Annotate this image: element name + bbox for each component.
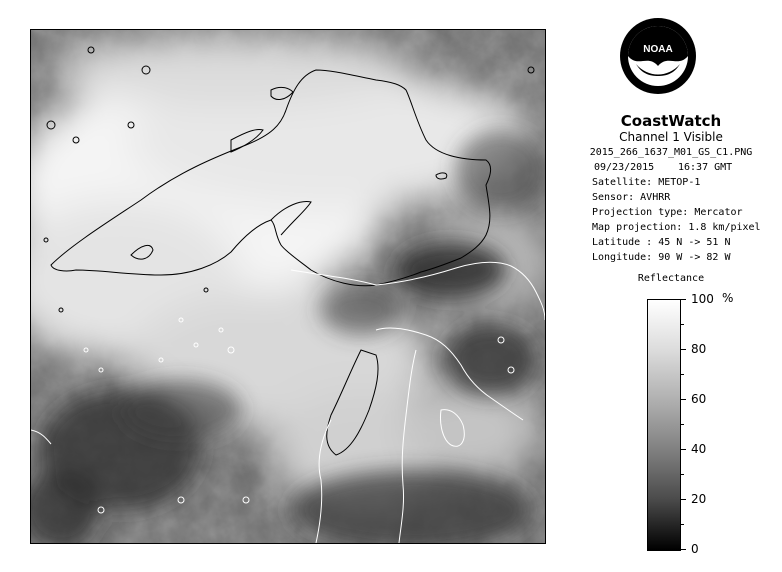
- colorbar-minor-tick: [680, 424, 684, 425]
- colorbar-tick-label: 0: [691, 542, 699, 556]
- colorbar-tick-label: 40: [691, 442, 707, 456]
- satellite-image: [31, 30, 545, 543]
- colorbar-tick-label: 20: [691, 492, 707, 506]
- longitude-range: Longitude: 90 W -> 82 W: [592, 252, 731, 263]
- projection-type: Projection type: Mercator: [592, 207, 743, 218]
- colorbar-tick-label: 100: [691, 292, 714, 306]
- colorbar-minor-tick: [680, 324, 684, 325]
- channel-name: Channel 1 Visible: [619, 130, 723, 144]
- colorbar-minor-tick: [680, 524, 684, 525]
- noaa-logo: [618, 16, 698, 108]
- colorbar-tick-label: 60: [691, 392, 707, 406]
- product-title: CoastWatch: [620, 112, 722, 130]
- map-projection: Map projection: 1.8 km/pixel: [592, 222, 761, 233]
- colorbar-minor-tick: [680, 374, 684, 375]
- colorbar-tick-label: 80: [691, 342, 707, 356]
- latitude-range: Latitude : 45 N -> 51 N: [592, 237, 731, 248]
- colorbar-tick: [680, 499, 686, 500]
- reflectance-colorbar: [647, 299, 681, 551]
- logo-text: NOAA: [643, 44, 673, 55]
- image-date: 09/23/2015: [594, 162, 655, 173]
- colorbar-tick: [680, 549, 686, 550]
- colorbar-minor-tick: [680, 474, 684, 475]
- colorbar-unit: %: [722, 291, 734, 305]
- image-filename: 2015_266_1637_M01_GS_C1.PNG: [589, 147, 753, 158]
- colorbar-label: Reflectance: [637, 273, 705, 284]
- satellite-image-panel: [30, 29, 546, 544]
- satellite-info: Satellite: METOP-1: [592, 177, 701, 188]
- image-time: 16:37 GMT: [678, 162, 733, 173]
- colorbar-tick: [680, 299, 686, 300]
- colorbar-tick: [680, 449, 686, 450]
- sensor-info: Sensor: AVHRR: [592, 192, 671, 203]
- colorbar-tick: [680, 399, 686, 400]
- colorbar-tick: [680, 349, 686, 350]
